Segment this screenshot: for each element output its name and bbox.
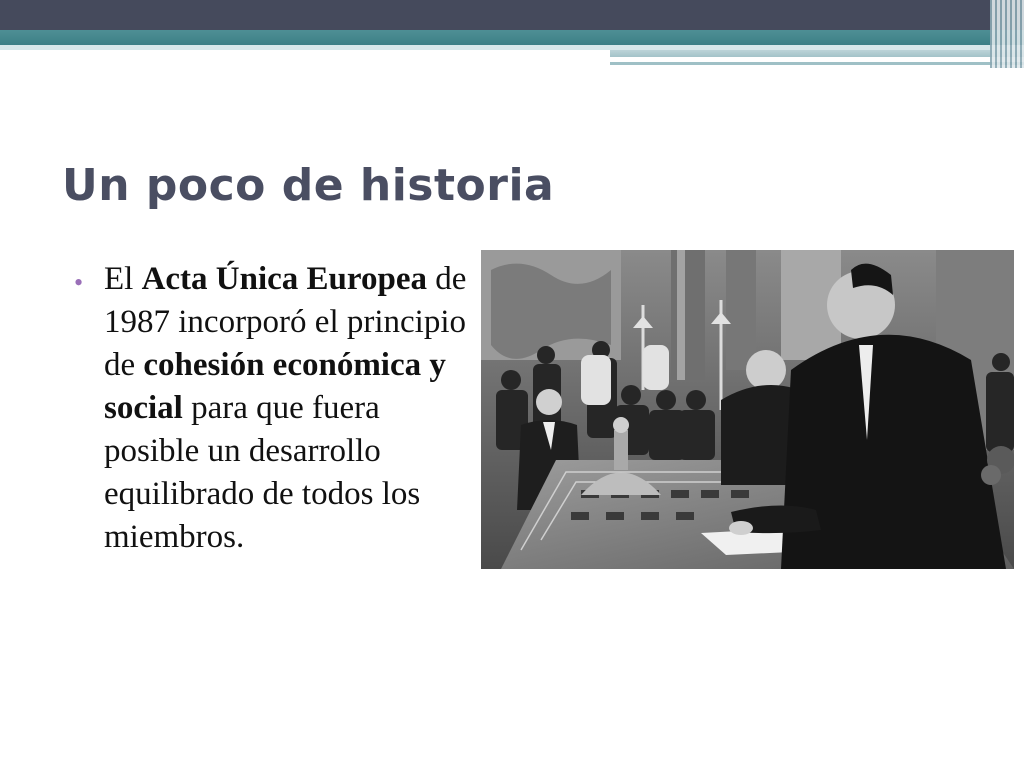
header-dark-bar: [0, 0, 1024, 30]
bullet-dot-icon: •: [74, 268, 84, 297]
bullet-text-1: El: [104, 261, 142, 297]
bullet-text-3: para que fuera posible un desarrollo equilibrado de todos los miembros.: [104, 390, 421, 555]
signing-ceremony-photo: [481, 250, 1014, 569]
bullet-list: [72, 258, 472, 559]
header-stripe-line: [610, 62, 1024, 65]
photo-illustration: [481, 250, 1014, 569]
bullet-bold-1: Acta Única Europea: [141, 261, 427, 297]
bullet-text-2: de 1987 incorporó el principio de: [104, 261, 467, 383]
header-stripe-step: [610, 50, 1024, 57]
slide-title: Un poco de historia: [62, 160, 555, 211]
header-teal-band: [0, 30, 1024, 45]
header-edge-pattern: [990, 0, 1024, 68]
bullet-bold-2: cohesión económica y social: [104, 347, 446, 426]
bullet-item: [72, 258, 472, 559]
